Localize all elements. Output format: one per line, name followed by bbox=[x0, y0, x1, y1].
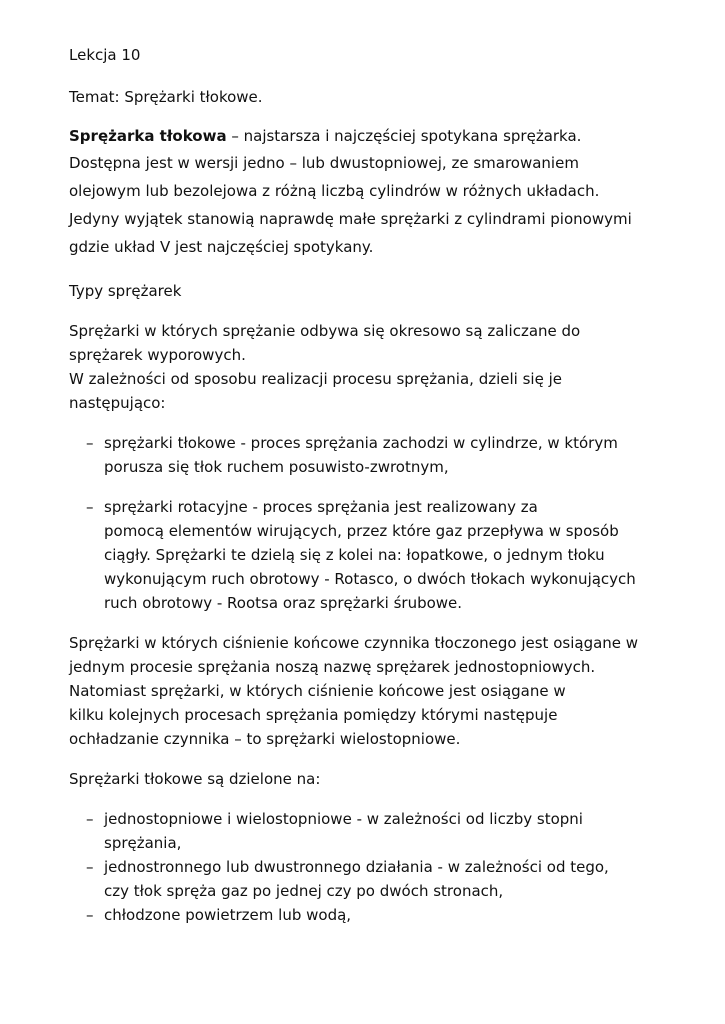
bullet1-2-line-5: ruch obrotowy - Rootsa oraz sprężarki śrubowe. bbox=[104, 594, 463, 612]
para2-line-1: Sprężarki w których ciśnienie końcowe czynnika tłoczonego jest osiągane w bbox=[69, 634, 639, 652]
bullet1-1-line-1: sprężarki tłokowe - proces sprężania zachodzi w cylindrze, w którym bbox=[104, 434, 618, 452]
bullet2-1-line-2: sprężania, bbox=[104, 834, 182, 852]
intro-term: Sprężarka tłokowa bbox=[69, 127, 227, 145]
intro-line-5: gdzie układ V jest najczęściej spotykany. bbox=[69, 238, 374, 256]
lesson-number: Lekcja 10 bbox=[69, 46, 141, 64]
bullet2-2-line-1: jednostronnego lub dwustronnego działania - w zależności od tego, bbox=[104, 858, 609, 876]
bullet2-1-line-1: jednostopniowe i wielostopniowe - w zależności od liczby stopni bbox=[104, 810, 583, 828]
bullet-dash: – bbox=[86, 498, 94, 516]
bullet-dash: – bbox=[86, 906, 94, 924]
para1-line-3: W zależności od sposobu realizacji procesu sprężania, dzieli się je bbox=[69, 370, 562, 388]
intro-line-1-rest: – najstarsza i najczęściej spotykana sprężarka. bbox=[226, 127, 582, 145]
bullet2-3-line-1: chłodzone powietrzem lub wodą, bbox=[104, 906, 352, 924]
para1-line-4: następująco: bbox=[69, 394, 166, 412]
para1-line-1: Sprężarki w których sprężanie odbywa się okresowo są zaliczane do bbox=[69, 322, 581, 340]
bullet1-2-line-4: wykonującym ruch obrotowy - Rotasco, o dwóch tłokach wykonujących bbox=[104, 570, 636, 588]
bullet1-2-line-1: sprężarki rotacyjne - proces sprężania jest realizowany za bbox=[104, 498, 538, 516]
para1-line-2: sprężarek wyporowych. bbox=[69, 346, 246, 364]
intro-line-1 bbox=[69, 126, 581, 146]
para2-line-2: jednym procesie sprężania noszą nazwę sprężarek jednostopniowych. bbox=[69, 658, 596, 676]
para2-line-3: Natomiast sprężarki, w których ciśnienie końcowe jest osiągane w bbox=[69, 682, 566, 700]
para2-line-4: kilku kolejnych procesach sprężania pomiędzy którymi następuje bbox=[69, 706, 558, 724]
bullet-dash: – bbox=[86, 810, 94, 828]
bullet2-2-line-2: czy tłok spręża gaz po jednej czy po dwóch stronach, bbox=[104, 882, 504, 900]
intro-line-2: Dostępna jest w wersji jedno – lub dwustopniowej, ze smarowaniem bbox=[69, 154, 579, 172]
intro-line-3: olejowym lub bezolejowa z różną liczbą cylindrów w różnych układach. bbox=[69, 182, 600, 200]
bullet1-1-line-2: porusza się tłok ruchem posuwisto-zwrotnym, bbox=[104, 458, 449, 476]
intro-line-4: Jedyny wyjątek stanowią naprawdę małe sprężarki z cylindrami pionowymi bbox=[69, 210, 632, 228]
bullet-dash: – bbox=[86, 434, 94, 452]
types-heading: Typy sprężarek bbox=[69, 282, 182, 300]
bullet-dash: – bbox=[86, 858, 94, 876]
para3: Sprężarki tłokowe są dzielone na: bbox=[69, 770, 321, 788]
bullet1-2-line-2: pomocą elementów wirujących, przez które gaz przepływa w sposób bbox=[104, 522, 619, 540]
bullet1-2-line-3: ciągły. Sprężarki te dzielą się z kolei na: łopatkowe, o jednym tłoku bbox=[104, 546, 605, 564]
para2-line-5: ochładzanie czynnika – to sprężarki wielostopniowe. bbox=[69, 730, 461, 748]
topic-title: Temat: Sprężarki tłokowe. bbox=[69, 88, 263, 106]
